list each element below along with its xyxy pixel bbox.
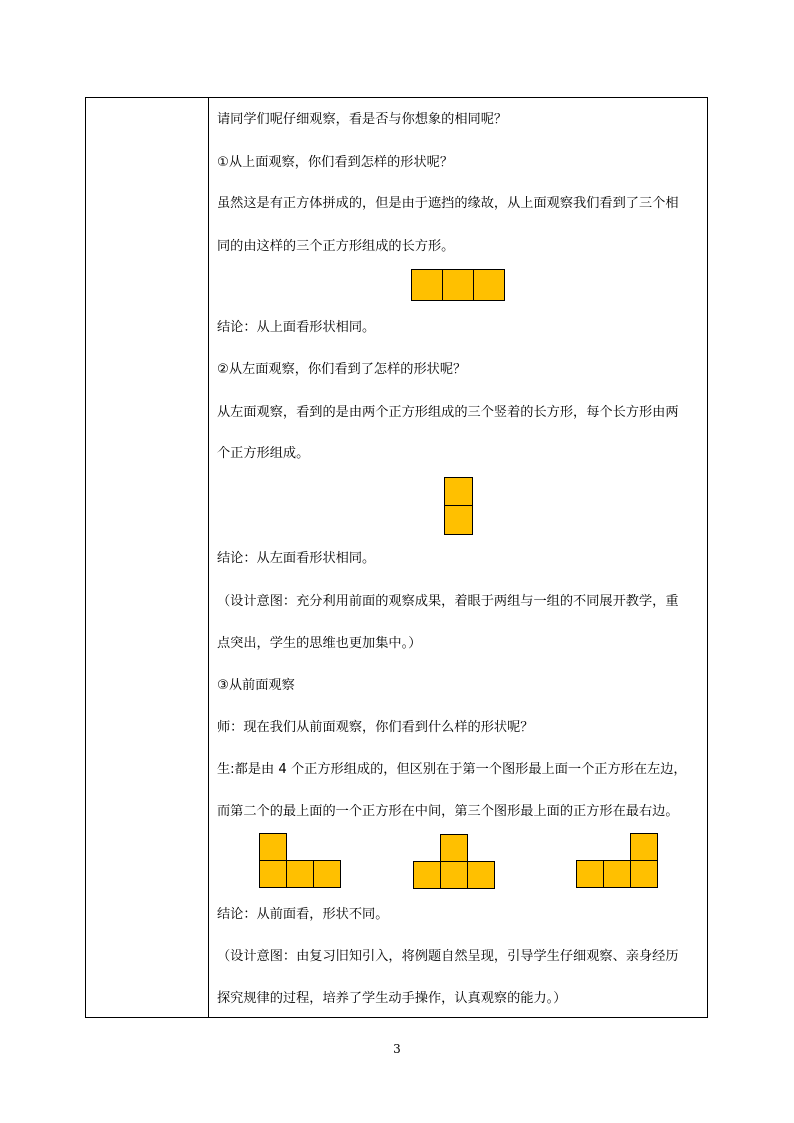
- square: [411, 269, 443, 301]
- left-view-figure: [444, 477, 473, 535]
- left-column-cell: [86, 98, 208, 1017]
- student-answer-2: 而第二个的最上面的一个正方形在中间，第三个图形最上面的正方形在最右边。: [217, 804, 679, 819]
- front-view-figure-1: [259, 833, 341, 889]
- front-view-figure-3: [576, 833, 658, 889]
- square: [442, 269, 474, 301]
- page-number: 3: [393, 1042, 401, 1056]
- front-view-figure-2: [413, 834, 495, 890]
- square: [630, 833, 658, 861]
- square: [467, 861, 495, 889]
- paragraph-top-view-1: 虽然这是有正方体拼成的，但是由于遮挡的缘故，从上面观察我们看到了三个相: [217, 196, 679, 211]
- paragraph-left-view-1: 从左面观察，看到的是由两个正方形组成的三个竖着的长方形，每个长方形由两: [217, 405, 679, 420]
- student-answer-1: 生:都是由 4 个正方形组成的，但区别在于第一个图形最上面一个正方形在左边，: [217, 762, 687, 777]
- design-intent-2a: （设计意图：由复习旧知引入，将例题自然呈现，引导学生仔细观察、亲身经历: [217, 949, 679, 964]
- square: [444, 477, 473, 507]
- heading-top-view: ①从上面观察，你们看到怎样的形状呢？: [217, 155, 454, 170]
- conclusion-front-view: 结论：从前面看，形状不同。: [217, 907, 389, 922]
- design-intent-2b: 探究规律的过程，培养了学生动手操作，认真观察的能力。）: [217, 991, 567, 1006]
- square: [576, 860, 604, 888]
- heading-left-view: ②从左面观察，你们看到了怎样的形状呢？: [217, 362, 467, 377]
- top-view-figure: [411, 269, 506, 301]
- square: [440, 861, 468, 889]
- teacher-question: 师：现在我们从前面观察，你们看到什么样的形状呢？: [217, 720, 534, 735]
- conclusion-left-view: 结论：从左面看形状相同。: [217, 551, 376, 566]
- square: [286, 860, 314, 888]
- square: [313, 860, 341, 888]
- square: [473, 269, 505, 301]
- design-intent-1b: 点突出，学生的思维也更加集中。）: [217, 636, 422, 651]
- square: [259, 833, 287, 861]
- conclusion-top-view: 结论：从上面看形状相同。: [217, 320, 376, 335]
- paragraph-top-view-2: 同的由这样的三个正方形组成的长方形。: [217, 239, 455, 254]
- square: [630, 860, 658, 888]
- square: [603, 860, 631, 888]
- square: [444, 505, 473, 535]
- design-intent-1a: （设计意图：充分利用前面的观察成果，着眼于两组与一组的不同展开教学，重: [217, 594, 679, 609]
- paragraph-observe: 请同学们呢仔细观察，看是否与你想象的相同呢？: [217, 112, 508, 127]
- square: [440, 834, 468, 862]
- lesson-table: [85, 97, 708, 1018]
- heading-front-view: ③从前面观察: [217, 678, 295, 693]
- column-divider: [208, 98, 209, 1017]
- paragraph-left-view-2: 个正方形组成。: [217, 446, 310, 461]
- square: [413, 861, 441, 889]
- square: [259, 860, 287, 888]
